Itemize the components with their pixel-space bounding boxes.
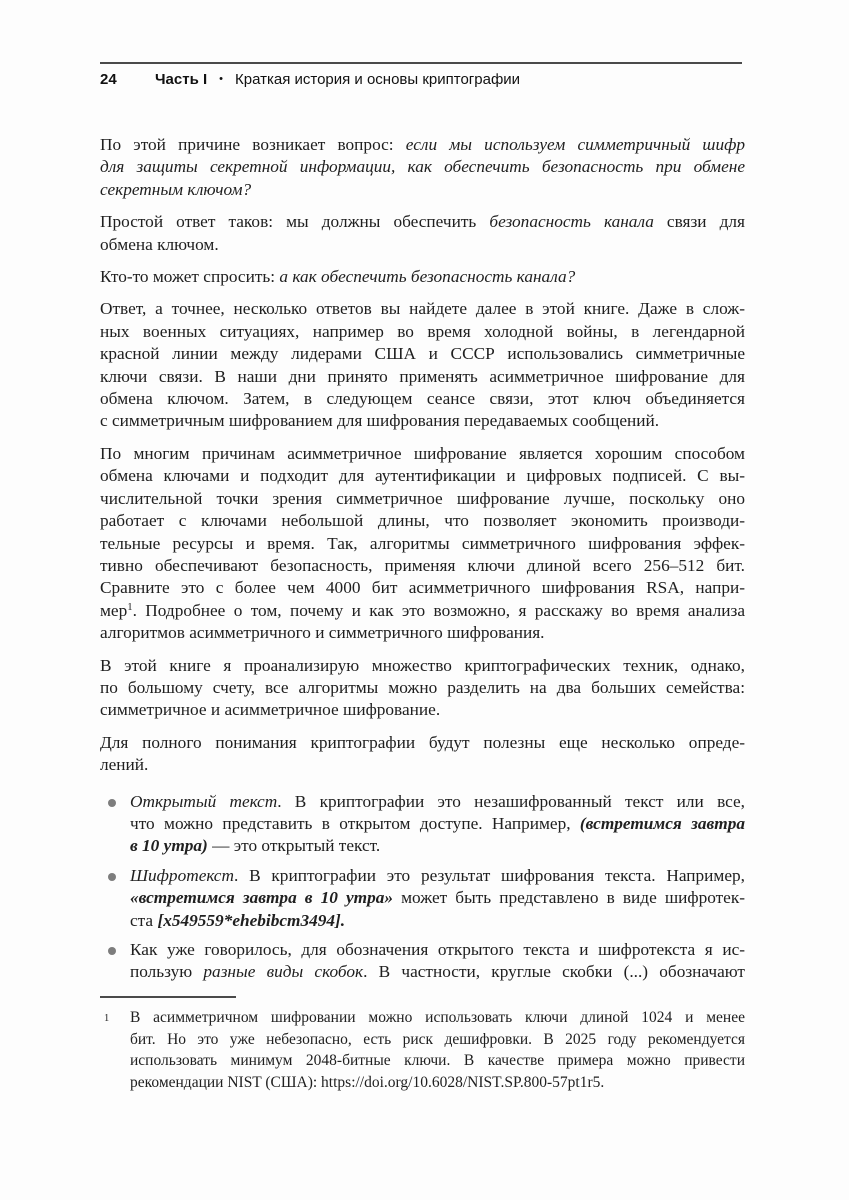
paragraph (100, 655, 745, 722)
text-line (130, 791, 745, 813)
text-run: что можно представить в открытом доступе. Например, (130, 813, 580, 833)
text-run: с симметричным шифрованием для шифрования передаваемых сообщений. (100, 411, 660, 431)
paragraph (100, 266, 745, 288)
text-run: обмена ключом. Затем, в следующем сеансе связи, этот ключ объединяется (100, 389, 745, 409)
text-line (100, 732, 745, 754)
text-line (100, 622, 745, 644)
text-line (100, 754, 745, 776)
text-run: в 10 утра) (130, 836, 208, 856)
text-run: обмена ключами и подходит для аутентификации и цифровых подписей. С вы- (100, 466, 745, 486)
text-run: — это открытый текст. (207, 836, 381, 856)
text-run: обмена ключом. (100, 234, 219, 254)
text-run: Открытый текст (130, 791, 278, 811)
text-run: работает с ключами небольшой длины, что позволяет экономить производи- (100, 511, 745, 531)
text-run: числительной точки зрения симметричное шифрование лучше, поскольку оно (100, 488, 745, 508)
text-run: бит. Но это уже небезопасно, есть риск дешифровки. В 2025 году рекомендуется (130, 1030, 745, 1048)
text-run: . Подробнее о том, почему и как это возможно, я расскажу во время анализа (132, 600, 745, 620)
text-run: 1 (127, 600, 133, 613)
text-run: . В криптографии это результат шифрования текста. Например, (233, 865, 745, 885)
text-line (130, 835, 745, 857)
text-line (100, 343, 745, 365)
text-line (100, 410, 745, 432)
bullet-icon (108, 799, 116, 807)
text-run: по большому счету, все алгоритмы можно разделить на два больших семейства: (100, 677, 745, 697)
text-run: тивно обеспечивают безопасность, применяя ключи длиной всего 256–512 бит. (100, 555, 745, 575)
text-run: использовать минимум 2048-битные ключи. В качестве примера можно привести (130, 1052, 745, 1069)
text-run: (встретимся завтра (579, 813, 745, 833)
text-line (100, 156, 745, 178)
text-line (100, 179, 745, 201)
text-line (130, 910, 745, 932)
text-line (100, 134, 745, 156)
text-run: алгоритмов асимметричного и симметричного шифрования. (100, 623, 545, 643)
bullet-icon (108, 947, 116, 955)
running-head (100, 71, 742, 88)
paragraph (100, 134, 745, 201)
text-line (130, 887, 745, 909)
text-line (100, 321, 745, 343)
text-line (100, 266, 745, 288)
text-line (130, 813, 745, 835)
text-line (100, 555, 745, 577)
definition-list (100, 791, 745, 984)
text-run: связи для (653, 212, 745, 232)
paragraph (100, 443, 745, 645)
text-run: . В криптографии это незашифрованный текст или все, (277, 791, 746, 811)
text-line (100, 510, 745, 532)
text-line (130, 939, 745, 961)
bullet-icon (108, 873, 116, 881)
text-line (100, 488, 745, 510)
text-run: для защиты секретной информации, как обеспечить безопасность при обмене (100, 157, 745, 177)
footnote-marker: 1 (104, 1013, 110, 1024)
text-line (100, 388, 745, 410)
text-run: разные виды скобок (203, 962, 364, 982)
text-run: Ответ, а точнее, несколько ответов вы найдете далее в этой книге. Даже в слож- (100, 299, 745, 319)
text-line (100, 234, 745, 256)
text-run: а как обеспечить безопасность канала? (279, 267, 576, 287)
text-line (100, 366, 745, 388)
chapter-title: Краткая история и основы криптографии (235, 71, 521, 88)
text-run: Шифротекст (130, 865, 234, 885)
footnote-text (130, 1007, 745, 1093)
text-run: Сравните это с более чем 4000 бит асимметричного шифрования RSA, напри- (100, 578, 745, 598)
text-line (130, 865, 745, 887)
text-line (130, 961, 745, 983)
text-run: лений. (100, 755, 149, 775)
text-run: Как уже говорилось, для обозначения открытого текста и шифротекста я ис- (130, 940, 745, 959)
text-line (100, 533, 745, 555)
footnote-rule (100, 996, 236, 998)
text-line (130, 1029, 745, 1051)
page-number: 24 (100, 71, 117, 88)
text-run: В этой книге я проанализирую множество криптографических техник, однако, (100, 655, 745, 675)
text-run: может быть представлено в виде шифротек- (393, 888, 746, 908)
text-run: ключи связи. В наши дни принято применять асимметричное шифрование для (100, 366, 745, 386)
text-run: красной линии между лидерами США и СССР использовались симметричные (100, 344, 745, 364)
text-run: рекомендации NIST (США): https://doi.org/10.6028/NIST.SP.800-57pt1r5. (130, 1073, 605, 1091)
paragraph (100, 211, 745, 256)
text-run: «встретимся завтра в 10 утра» (130, 888, 394, 908)
text-run: безопасность канала (489, 212, 654, 232)
text-line (100, 211, 745, 233)
text-run: По этой причине возникает вопрос: (100, 135, 406, 154)
text-run: В асимметричном шифровании можно использовать ключи длиной 1024 и менее (130, 1009, 745, 1026)
text-line (100, 600, 745, 622)
part-label: Часть I (155, 71, 208, 88)
text-run: ных военных ситуациях, например во время холодной войны, в легендарной (100, 321, 745, 341)
text-line (100, 298, 745, 320)
header-rule (100, 62, 742, 64)
text-line (130, 1072, 745, 1094)
list-item (100, 939, 745, 984)
text-run: пользую (130, 962, 204, 982)
text-run: ста (130, 910, 158, 930)
text-run: секретным ключом? (100, 179, 252, 199)
text-run: Кто-то может спросить: (100, 267, 280, 287)
text-line (100, 655, 745, 677)
paragraph (100, 298, 745, 432)
text-run: По многим причинам асимметричное шифрование является хорошим способом (100, 443, 745, 463)
text-run: если мы используем симметричный шифр (405, 135, 745, 154)
list-item-text (130, 939, 745, 984)
text-line (100, 699, 745, 721)
list-item-text (130, 865, 745, 932)
text-run: [x549559*ehebibcm3494]. (157, 910, 346, 930)
text-run: . В частности, круглые скобки (...) обозначают (363, 962, 745, 982)
header-separator-dot: • (219, 73, 223, 85)
list-item (100, 865, 745, 932)
text-run: симметричное и асимметричное шифрование. (100, 700, 441, 720)
footnote (100, 1007, 745, 1093)
paragraph (100, 732, 745, 777)
page-body (100, 134, 745, 991)
text-line (130, 1007, 745, 1029)
list-item-text (130, 791, 745, 858)
text-run: Для полного понимания криптографии будут полезны еще несколько опреде- (100, 732, 745, 752)
text-line (100, 465, 745, 487)
list-item (100, 791, 745, 858)
text-line (100, 443, 745, 465)
text-run: Простой ответ таков: мы должны обеспечить (100, 212, 490, 232)
text-line (100, 577, 745, 599)
text-line (100, 677, 745, 699)
text-run: мер (100, 600, 128, 620)
text-run: тельные ресурсы и время. Так, алгоритмы симметричного шифрования эффек- (100, 533, 745, 553)
text-line (130, 1050, 745, 1072)
